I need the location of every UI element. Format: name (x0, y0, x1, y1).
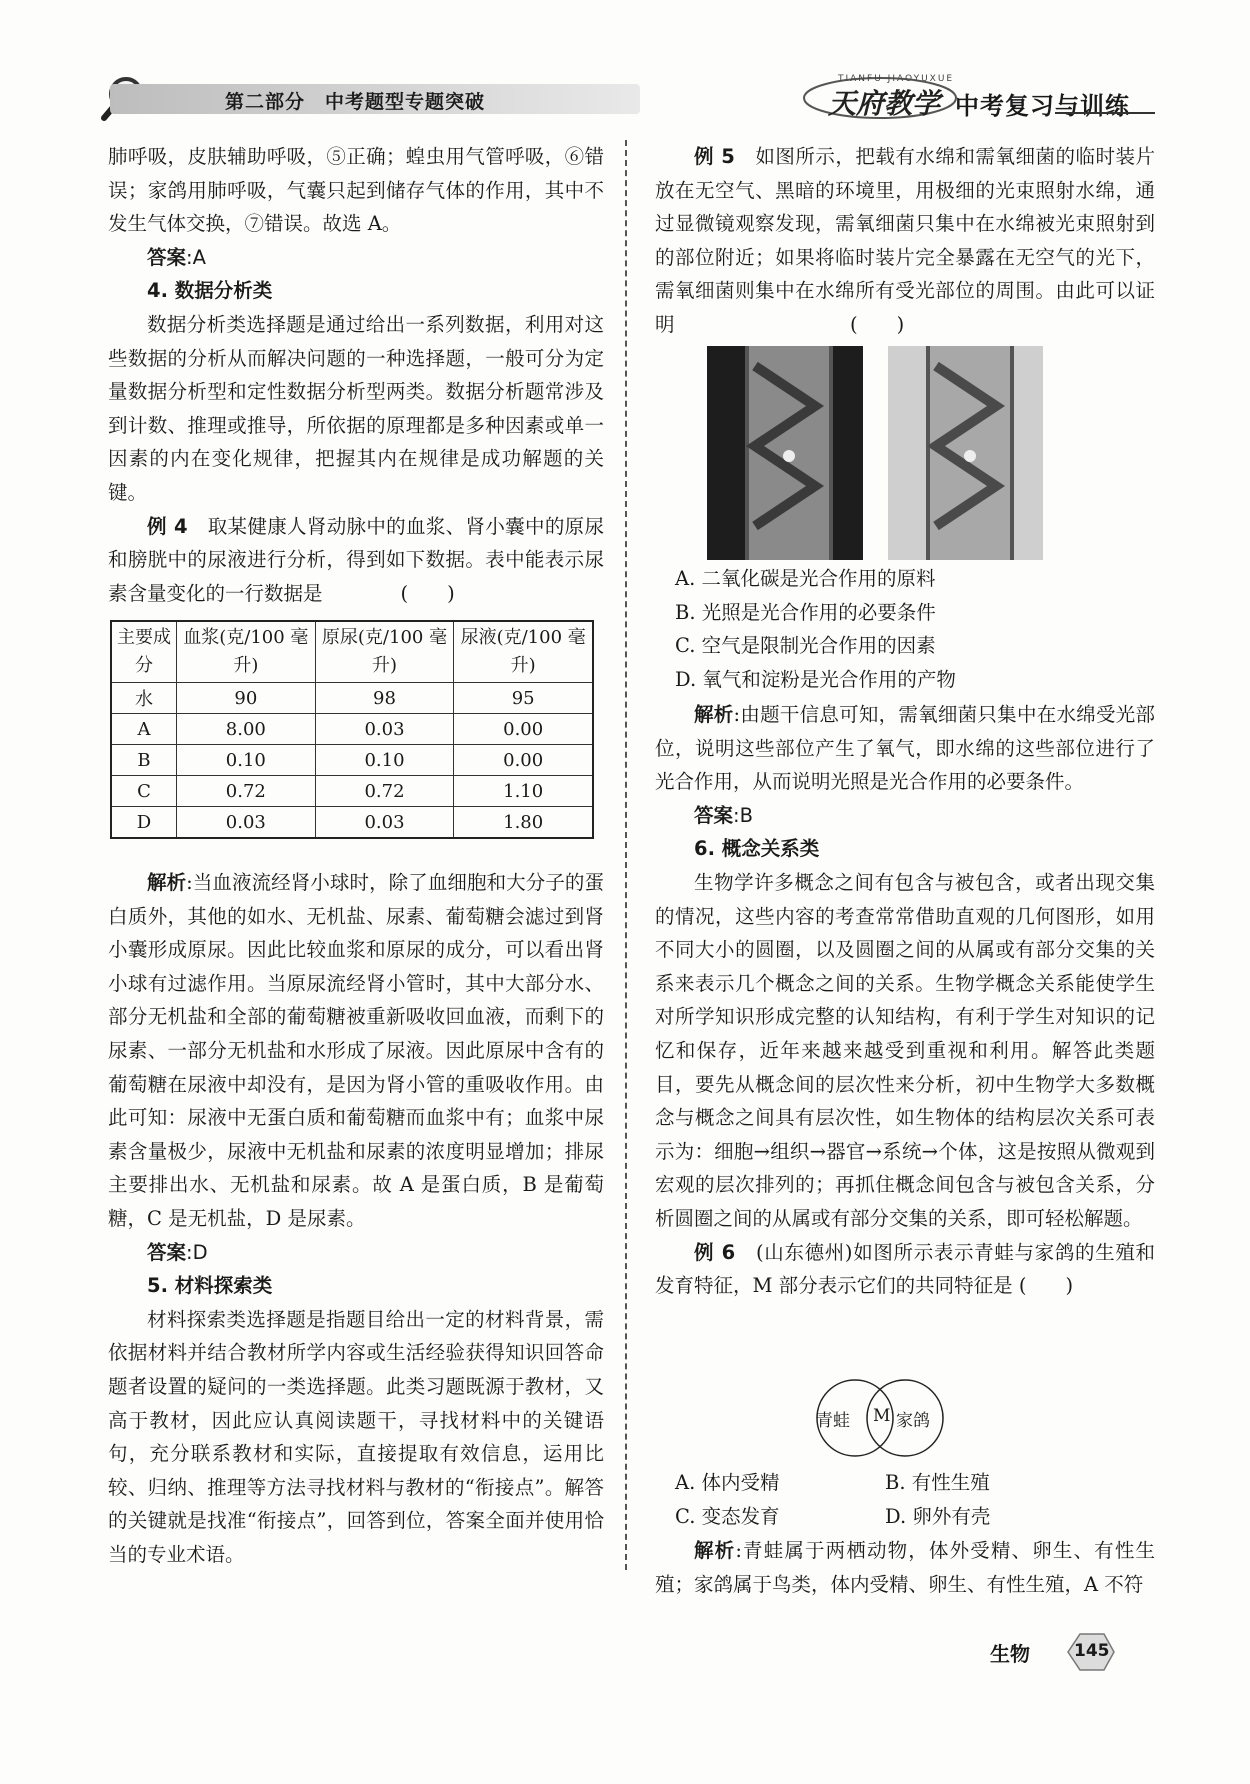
table-cell: 水 (111, 683, 177, 714)
table-cell: A (111, 714, 177, 745)
header-rule (1055, 112, 1155, 114)
table-cell: D (111, 807, 177, 839)
table-row (111, 807, 593, 839)
table-cell: 0.10 (315, 745, 454, 776)
column-divider (625, 140, 627, 1570)
table-header-row (111, 621, 593, 683)
brand-area (800, 72, 1160, 122)
book-title: 中考复习与训练 (955, 92, 1130, 120)
brand-logo: 天府教学 (828, 87, 941, 120)
table-cell: 90 (177, 683, 316, 714)
section-heading: 5. 材料探索类 (147, 1274, 273, 1298)
table-row (111, 745, 593, 776)
table-row (111, 683, 593, 714)
table-cell: 0.03 (315, 714, 454, 745)
brand-subtitle: TIANFU JIAOYUXUE (838, 74, 955, 84)
paragraph: 生物学许多概念之间有包含与被包含，或者出现交集的情况，这些内容的考查常常借助直观的几何图形，如用不同大小的圆圈，以及圆圈之间的从属或有部分交集的关系来表示几个概念之间的关系。生物学概念关系能使学生对所学知识形成完整的认知结构，有利于学生对知识的记忆和保存，近年来越来越受到重视和利用。解答此类题目，要先从概念间的层次性来分析，初中生物学大多数概念与概念之间具有层次性，如生物体的结构层次关系可表示为：细胞→组织→器官→系统→个体，这是按照从微观到宏观的层次排列的；再抓住概念间包含与被包含关系，分析圆圈之间的从属或有部分交集的关系，即可轻松解题。 (655, 870, 1155, 1230)
table-cell: C (111, 776, 177, 807)
venn-label-frog: 青蛙 (816, 1411, 850, 1431)
data-table (110, 620, 594, 839)
section-heading: 6. 概念关系类 (694, 837, 820, 861)
table-cell: 1.10 (454, 776, 593, 807)
table-cell: 1.80 (454, 807, 593, 839)
table-header-cell: 原尿(克/100 毫升) (315, 621, 454, 683)
option-a: A. 二氧化碳是光合作用的原料 (675, 567, 936, 590)
chloroplast-spiral-icon (926, 346, 1014, 560)
page-number: 145 (1074, 1641, 1110, 1661)
analysis-paragraph: 解析:当血液流经肾小球时，除了血细胞和大分子的蛋白质外，其他的如水、无机盐、尿素、葡萄糖会滤过到肾小囊形成原尿。因此比较血浆和原尿的成分，可以看出肾小球有过滤作用。当原尿流经肾小管时，其中大部分水、部分无机盐和全部的葡萄糖被重新吸收回血液，而剩下的尿素、一部分无机盐和水形成了尿液。因此原尿中含有的葡萄糖在尿液中却没有，是因为肾小管的重吸收作用。由此可知：尿液中无蛋白质和葡萄糖而血浆中有；血浆中尿素含量极少，尿液中无机盐和尿素的浓度明显增加；排尿主要排出水、无机盐和尿素。故 A 是蛋白质，B 是葡萄糖，C 是无机盐，D 是尿素。 (108, 871, 604, 1230)
table-cell: 0.03 (315, 807, 454, 839)
table-header-cell: 主要成分 (111, 621, 177, 683)
option-d: D. 卵外有壳 (885, 1504, 991, 1528)
table-header-cell: 血浆(克/100 毫升) (177, 621, 316, 683)
paragraph: 材料探索类选择题是指题目给出一定的材料背景，需依据材料并结合教材所学内容或生活经验获得知识回答命题者设置的疑问的一类选择题。此类习题既源于教材，又高于教材，因此应认真阅读题干，寻找材料中的关键语句，充分联系教材和实际，直接提取有效信息，运用比较、归纳、推理等方法寻找材料与教材的“衔接点”。解答的关键就是找准“衔接点”，回答到位，答案全面并使用恰当的专业术语。 (108, 1307, 604, 1566)
spirogyra-photo-dark (707, 346, 863, 560)
options-example-6 (675, 1466, 1155, 1533)
page-header (100, 72, 1160, 122)
table-cell: 8.00 (177, 714, 316, 745)
left-column-lower (108, 866, 604, 1571)
example-question: 例 4 取某健康人肾动脉中的血浆、肾小囊中的原尿和膀胱中的尿液进行分析，得到如下数据。表中能表示尿素含量变化的一行数据是 ( ) (108, 514, 604, 605)
table-cell: 0.72 (315, 776, 454, 807)
table-cell: 0.00 (454, 714, 593, 745)
left-column (108, 140, 604, 610)
table-row (111, 776, 593, 807)
table-cell: 0.00 (454, 745, 593, 776)
option-c: C. 变态发育 (675, 1504, 780, 1528)
answer-line: 答案:B (694, 803, 753, 827)
table-cell: 0.10 (177, 745, 316, 776)
table-header-cell: 尿液(克/100 毫升) (454, 621, 593, 683)
venn-label-pigeon: 家鸽 (896, 1411, 930, 1431)
option-b: B. 光照是光合作用的必要条件 (675, 600, 936, 624)
example-question: 例 6 (山东德州)如图所示表示青蛙与家鸽的生殖和发育特征，M 部分表示它们的共同特征是 ( ) (655, 1240, 1155, 1298)
venn-label-m: M (873, 1406, 891, 1426)
spirogyra-photo-light (888, 346, 1043, 560)
table-cell: 98 (315, 683, 454, 714)
section-title: 第二部分 中考题型专题突破 (225, 91, 486, 113)
section-heading: 4. 数据分析类 (147, 279, 273, 303)
option-b: B. 有性生殖 (885, 1471, 990, 1494)
venn-diagram (800, 1378, 960, 1458)
paragraph: 肺呼吸，皮肤辅助呼吸，⑤正确；蝗虫用气管呼吸，⑥错误；家鸽用肺呼吸，气囊只起到储存气体的作用，其中不发生气体交换，⑦错误。故选 A。 (108, 145, 604, 236)
option-a: A. 体内受精 (675, 1471, 780, 1494)
section-banner (110, 84, 640, 114)
analysis-paragraph: 解析:由题干信息可知，需氧细菌只集中在水绵受光部位，说明这些部位产生了氧气，即水绵的这些部位进行了光合作用，从而说明光照是光合作用的必要条件。 (655, 703, 1155, 794)
analysis-paragraph: 解析:青蛙属于两栖动物，体外受精、卵生、有性生殖；家鸽属于鸟类，体内受精、卵生、有性生殖，A 不符 (655, 1539, 1155, 1596)
table-cell: B (111, 745, 177, 776)
right-column (655, 140, 1155, 342)
page-number-badge (1062, 1630, 1116, 1674)
table-row (111, 714, 593, 745)
right-column-bottom (655, 1534, 1155, 1601)
answer-line: 答案:D (147, 1240, 208, 1264)
answer-line: 答案:A (147, 245, 206, 269)
table-cell: 95 (454, 683, 593, 714)
table-cell: 0.72 (177, 776, 316, 807)
options-example-5 (675, 562, 956, 696)
chloroplast-spiral-icon (745, 346, 833, 560)
paragraph: 数据分析类选择题是通过给出一系列数据，利用对这些数据的分析从而解决问题的一种选择题，一般可分为定量数据分析型和定性数据分析型两类。数据分析题常涉及到计数、推理或推导，所依据的原理都是多种因素或单一因素的内在变化规律，把握其内在规律是成功解题的关键。 (108, 312, 604, 504)
option-c: C. 空气是限制光合作用的因素 (675, 634, 936, 658)
table-cell: 0.03 (177, 807, 316, 839)
right-column-lower (655, 698, 1155, 1303)
option-d: D. 氧气和淀粉是光合作用的产物 (675, 667, 956, 691)
example-question: 例 5 如图所示，把载有水绵和需氧细菌的临时装片放在无空气、黑暗的环境里，用极细的光束照射水绵，通过显微镜观察发现，需氧细菌只集中在水绵被光束照射到的部位附近；如果将临时装片完全暴露在无空气的光下，需氧细菌则集中在水绵所有受光部位的周围。由此可以证明 ( ) (655, 145, 1155, 336)
subject-label: 生物 (990, 1642, 1030, 1666)
